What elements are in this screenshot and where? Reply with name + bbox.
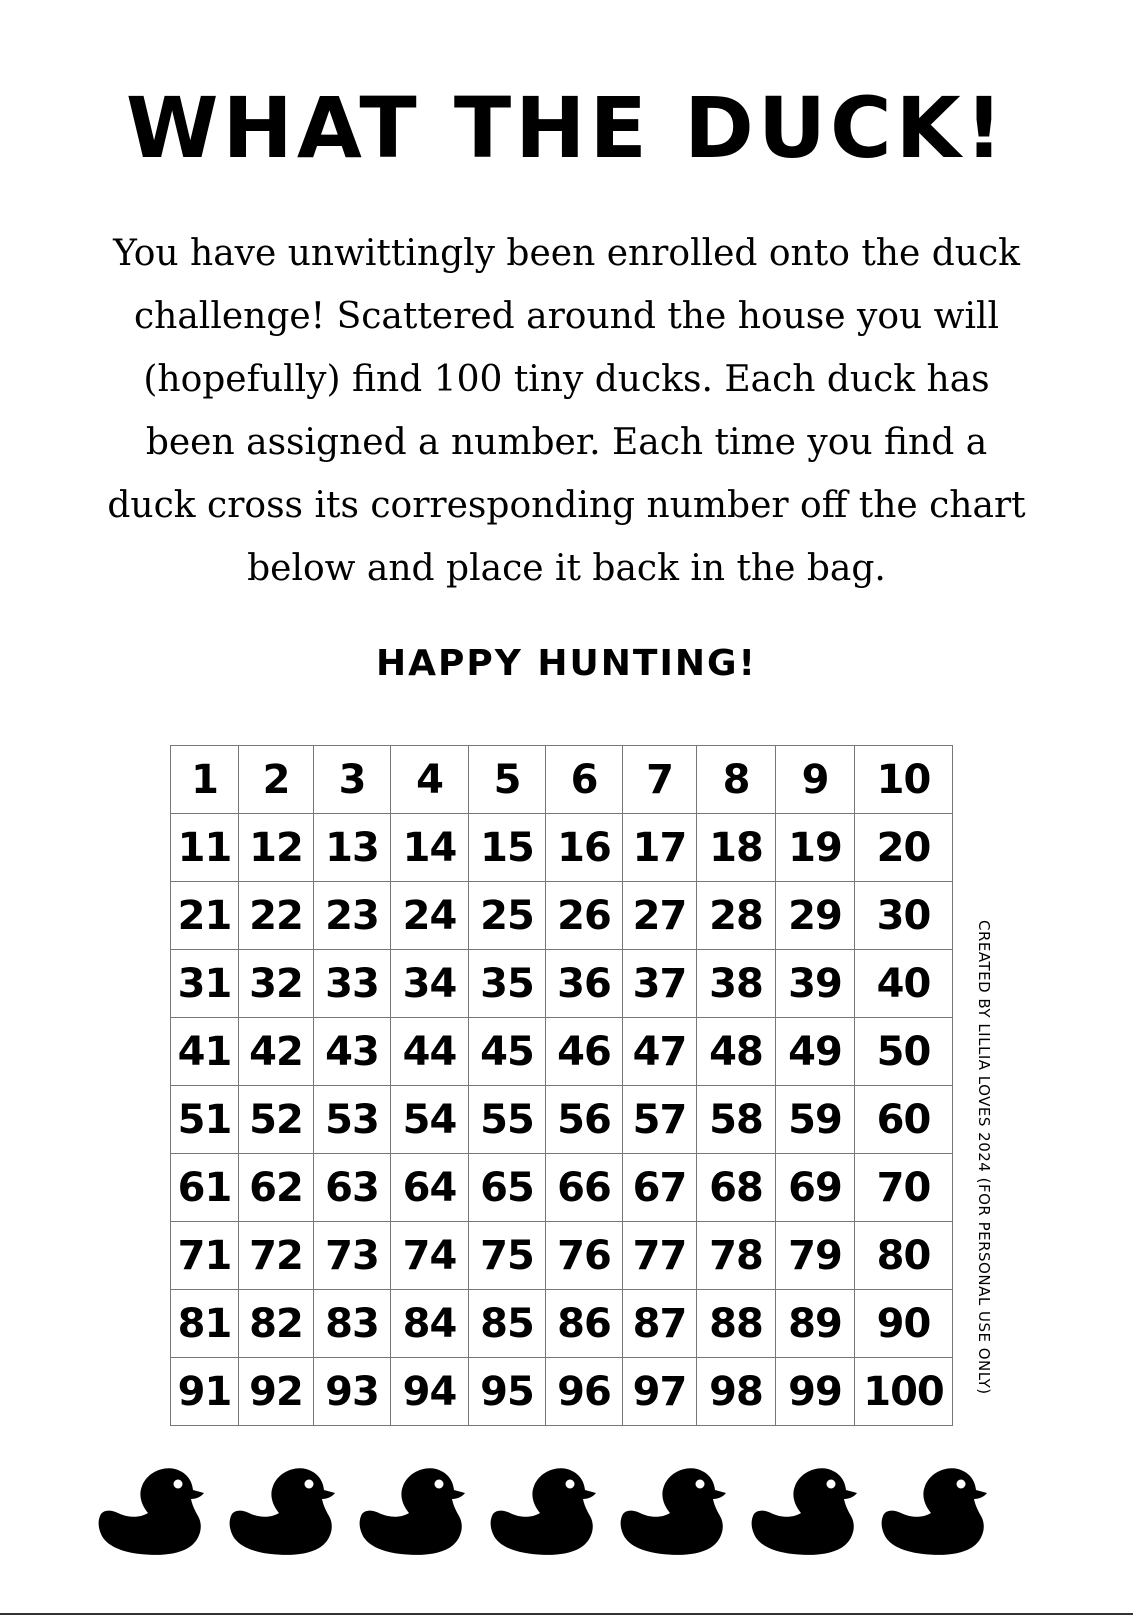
number-cell[interactable]: 88 (697, 1290, 776, 1358)
number-cell[interactable]: 53 (314, 1086, 391, 1154)
number-cell[interactable]: 46 (546, 1018, 623, 1086)
number-cell[interactable]: 2 (239, 746, 314, 814)
number-cell[interactable]: 85 (469, 1290, 546, 1358)
chart-row (171, 1086, 953, 1154)
chart-row (171, 950, 953, 1018)
number-cell[interactable]: 73 (314, 1222, 391, 1290)
intro-line: below and place it back in the bag. (247, 548, 886, 589)
number-cell[interactable]: 82 (239, 1290, 314, 1358)
number-cell[interactable]: 12 (239, 814, 314, 882)
number-cell[interactable]: 81 (171, 1290, 239, 1358)
number-cell[interactable]: 51 (171, 1086, 239, 1154)
number-cell[interactable]: 13 (314, 814, 391, 882)
number-cell[interactable]: 57 (623, 1086, 697, 1154)
number-cell[interactable]: 43 (314, 1018, 391, 1086)
chart-row (171, 1018, 953, 1086)
number-cell[interactable]: 55 (469, 1086, 546, 1154)
number-cell[interactable]: 70 (855, 1154, 953, 1222)
number-cell[interactable]: 97 (623, 1358, 697, 1426)
number-cell[interactable]: 6 (546, 746, 623, 814)
number-cell[interactable]: 23 (314, 882, 391, 950)
number-cell[interactable]: 66 (546, 1154, 623, 1222)
chart-row (171, 882, 953, 950)
number-cell[interactable]: 7 (623, 746, 697, 814)
number-cell[interactable]: 62 (239, 1154, 314, 1222)
number-cell[interactable]: 54 (391, 1086, 469, 1154)
number-cell[interactable]: 9 (776, 746, 855, 814)
number-cell[interactable]: 21 (171, 882, 239, 950)
number-cell[interactable]: 61 (171, 1154, 239, 1222)
number-cell[interactable]: 78 (697, 1222, 776, 1290)
number-cell[interactable]: 29 (776, 882, 855, 950)
duck-icon (749, 1466, 861, 1556)
number-cell[interactable]: 30 (855, 882, 953, 950)
number-cell[interactable]: 24 (391, 882, 469, 950)
number-chart (170, 745, 953, 1426)
number-cell[interactable]: 11 (171, 814, 239, 882)
number-cell[interactable]: 83 (314, 1290, 391, 1358)
number-cell[interactable]: 47 (623, 1018, 697, 1086)
number-cell[interactable]: 99 (776, 1358, 855, 1426)
number-cell[interactable]: 10 (855, 746, 953, 814)
happy-hunting-heading: HAPPY HUNTING! (376, 643, 757, 684)
number-cell[interactable]: 96 (546, 1358, 623, 1426)
number-cell[interactable]: 60 (855, 1086, 953, 1154)
number-cell[interactable]: 59 (776, 1086, 855, 1154)
duck-icon (879, 1466, 991, 1556)
number-cell[interactable]: 98 (697, 1358, 776, 1426)
chart-row (171, 746, 953, 814)
chart-row (171, 1222, 953, 1290)
number-cell[interactable]: 37 (623, 950, 697, 1018)
number-cell[interactable]: 40 (855, 950, 953, 1018)
number-cell[interactable]: 22 (239, 882, 314, 950)
number-cell[interactable]: 18 (697, 814, 776, 882)
number-cell[interactable]: 5 (469, 746, 546, 814)
duck-icon (227, 1466, 339, 1556)
number-cell[interactable]: 28 (697, 882, 776, 950)
number-cell[interactable]: 41 (171, 1018, 239, 1086)
number-cell[interactable]: 84 (391, 1290, 469, 1358)
page-title: WHAT THE DUCK! (125, 79, 1008, 177)
number-cell[interactable]: 93 (314, 1358, 391, 1426)
number-cell[interactable]: 17 (623, 814, 697, 882)
number-cell[interactable]: 95 (469, 1358, 546, 1426)
number-cell[interactable]: 35 (469, 950, 546, 1018)
number-cell[interactable]: 77 (623, 1222, 697, 1290)
number-cell[interactable]: 25 (469, 882, 546, 950)
duck-icon (488, 1466, 600, 1556)
number-cell[interactable]: 100 (855, 1358, 953, 1426)
number-cell[interactable]: 20 (855, 814, 953, 882)
number-cell[interactable]: 3 (314, 746, 391, 814)
number-cell[interactable]: 49 (776, 1018, 855, 1086)
number-cell[interactable]: 58 (697, 1086, 776, 1154)
chart-row (171, 1154, 953, 1222)
number-cell[interactable]: 48 (697, 1018, 776, 1086)
number-cell[interactable]: 52 (239, 1086, 314, 1154)
bottom-divider (0, 1613, 1133, 1615)
number-cell[interactable]: 45 (469, 1018, 546, 1086)
duck-icon (618, 1466, 730, 1556)
credit-text: CREATED BY LILLIA LOVES 2024 (FOR PERSONAL USE ONLY) (975, 920, 993, 1395)
number-cell[interactable]: 34 (391, 950, 469, 1018)
number-cell[interactable]: 69 (776, 1154, 855, 1222)
number-cell[interactable]: 33 (314, 950, 391, 1018)
number-cell[interactable]: 76 (546, 1222, 623, 1290)
number-cell[interactable]: 36 (546, 950, 623, 1018)
number-cell[interactable]: 50 (855, 1018, 953, 1086)
number-cell[interactable]: 1 (171, 746, 239, 814)
number-cell[interactable]: 4 (391, 746, 469, 814)
number-cell[interactable]: 72 (239, 1222, 314, 1290)
number-cell[interactable]: 67 (623, 1154, 697, 1222)
chart-row (171, 814, 953, 882)
number-cell[interactable]: 87 (623, 1290, 697, 1358)
number-cell[interactable]: 56 (546, 1086, 623, 1154)
number-cell[interactable]: 44 (391, 1018, 469, 1086)
number-cell[interactable]: 91 (171, 1358, 239, 1426)
duck-icon (96, 1466, 208, 1556)
number-cell[interactable]: 42 (239, 1018, 314, 1086)
intro-line: challenge! Scattered around the house you will (134, 296, 999, 337)
number-cell[interactable]: 89 (776, 1290, 855, 1358)
number-cell[interactable]: 27 (623, 882, 697, 950)
number-cell[interactable]: 19 (776, 814, 855, 882)
number-cell[interactable]: 14 (391, 814, 469, 882)
number-cell[interactable]: 63 (314, 1154, 391, 1222)
duck-row (96, 1466, 1026, 1556)
intro-line: been assigned a number. Each time you find a (145, 422, 988, 463)
number-cell[interactable]: 15 (469, 814, 546, 882)
chart-row (171, 1358, 953, 1426)
number-cell[interactable]: 8 (697, 746, 776, 814)
number-cell[interactable]: 31 (171, 950, 239, 1018)
number-cell[interactable]: 68 (697, 1154, 776, 1222)
number-cell[interactable]: 74 (391, 1222, 469, 1290)
number-cell[interactable]: 80 (855, 1222, 953, 1290)
number-cell[interactable]: 71 (171, 1222, 239, 1290)
number-cell[interactable]: 90 (855, 1290, 953, 1358)
intro-line: (hopefully) find 100 tiny ducks. Each duck has (143, 359, 990, 400)
number-cell[interactable]: 64 (391, 1154, 469, 1222)
number-cell[interactable]: 75 (469, 1222, 546, 1290)
intro-text (40, 222, 1093, 600)
number-cell[interactable]: 38 (697, 950, 776, 1018)
number-cell[interactable]: 94 (391, 1358, 469, 1426)
number-cell[interactable]: 92 (239, 1358, 314, 1426)
duck-icon (357, 1466, 469, 1556)
number-cell[interactable]: 79 (776, 1222, 855, 1290)
number-cell[interactable]: 26 (546, 882, 623, 950)
number-cell[interactable]: 16 (546, 814, 623, 882)
number-cell[interactable]: 39 (776, 950, 855, 1018)
number-cell[interactable]: 32 (239, 950, 314, 1018)
intro-line: You have unwittingly been enrolled onto the duck (113, 233, 1020, 274)
number-cell[interactable]: 65 (469, 1154, 546, 1222)
number-cell[interactable]: 86 (546, 1290, 623, 1358)
intro-line: duck cross its corresponding number off the chart (107, 485, 1026, 526)
chart-row (171, 1290, 953, 1358)
